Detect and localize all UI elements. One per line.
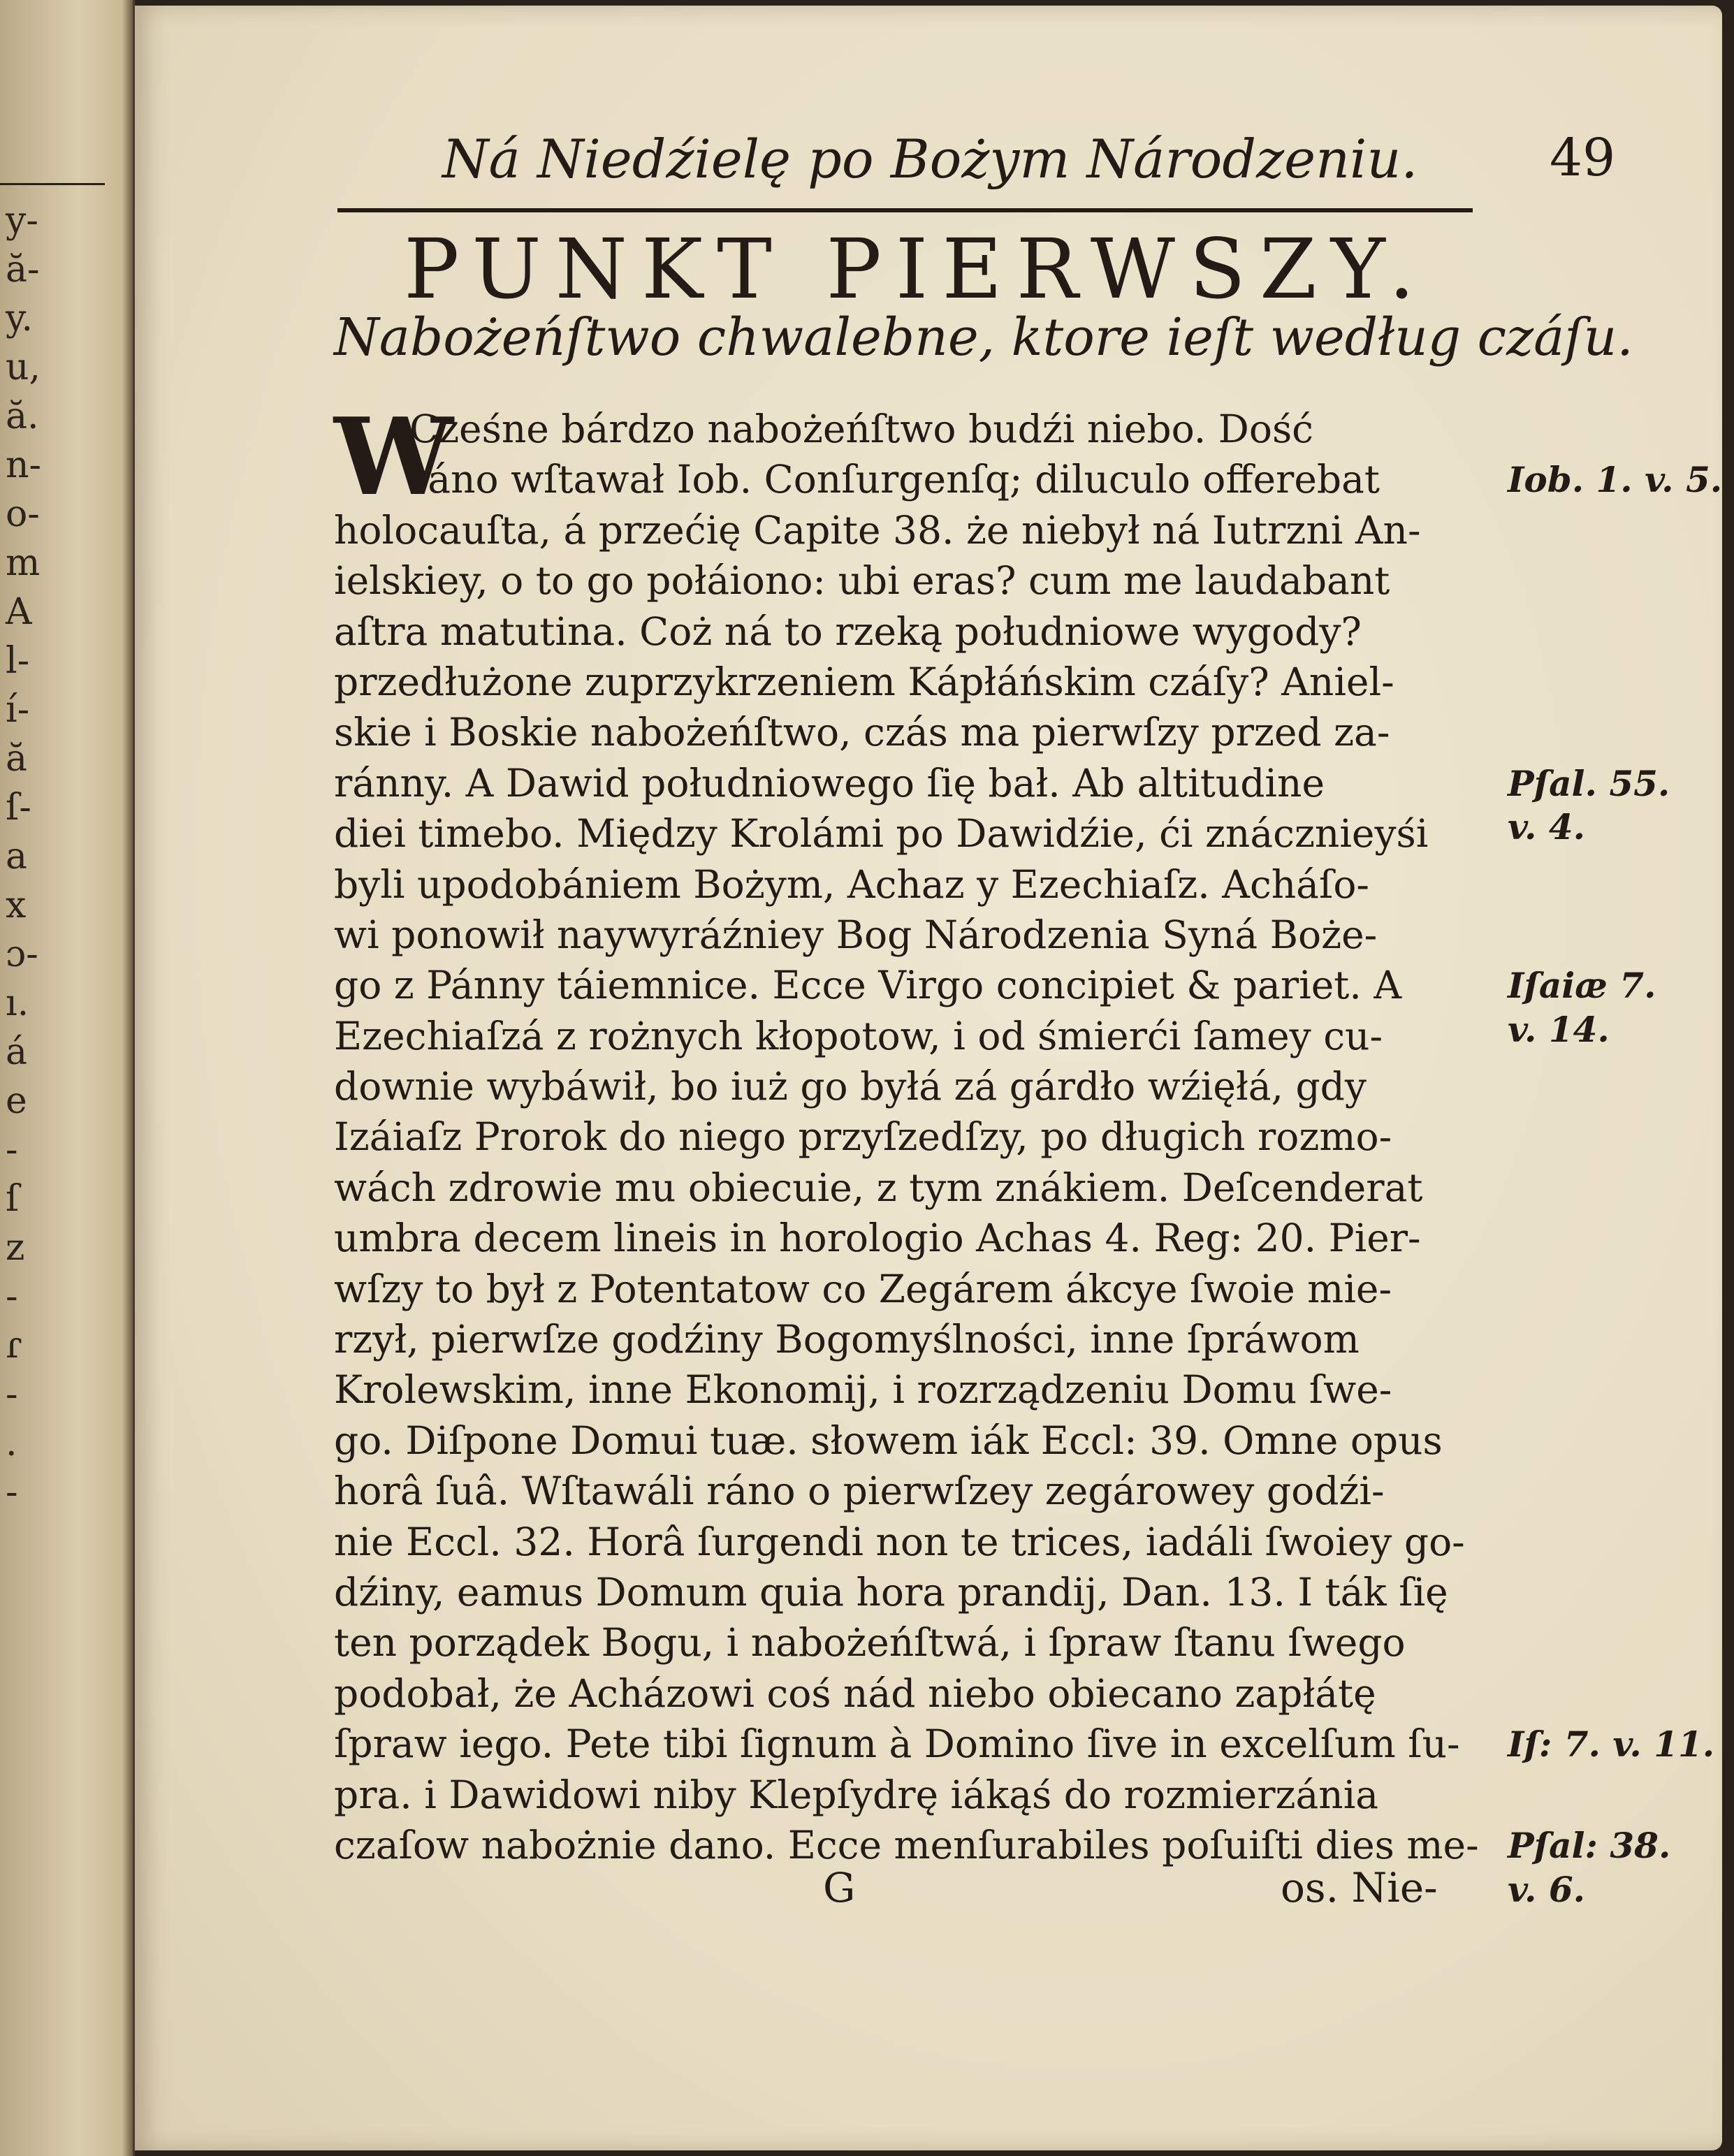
facing-page-fragment: ſ-	[6, 787, 31, 829]
text-line: przedłużone zuprzykrzeniem Kápłáńskim czáſy? Aniel-	[334, 659, 1394, 704]
text-line: pra. i Dawidowi niby Klepſydrę iákąś do rozmierzánia	[334, 1772, 1379, 1817]
text-line: downie wybáwił, bo iuż go byłá zá gárdło wźięłá, gdy	[334, 1064, 1367, 1109]
facing-page-fragment: -	[6, 1374, 18, 1415]
facing-page-fragment: -	[6, 1276, 18, 1318]
text-line: horâ ſuâ. Wſtawáli ráno o pierwſzey zegárowey godźi-	[334, 1469, 1385, 1514]
text-line: ſpraw iego. Pete tibi ſignum à Domino ſive in excelſum ſu-	[334, 1721, 1460, 1767]
text-line: Izáiaſz Prorok do niego przyſzedſzy, po długich rozmo-	[334, 1114, 1392, 1160]
section-title: PUNKT PIERWSZY.	[404, 221, 1429, 317]
facing-page-fragment: m	[6, 542, 41, 584]
facing-page-fragment: o-	[6, 493, 40, 535]
facing-page-fragment: ă-	[6, 249, 40, 291]
facing-page-fragment: ı.	[6, 982, 29, 1024]
text-line: Krolewskim, inne Ekonomij, i rozrządzeniu Domu ſwe-	[334, 1367, 1392, 1413]
text-line: Cześne bárdzo nabożeńſtwo budźi niebo. Dość	[409, 407, 1313, 451]
facing-page-fragment: l-	[6, 640, 30, 682]
marginal-note: Iſ: 7. v. 11.	[1508, 1724, 1715, 1765]
text-line: aſtra matutina. Coż ná to rzeką południowe wygody?	[334, 609, 1362, 654]
text-line: wſzy to był z Potentatow co Zegárem ákcye ſwoie mie-	[334, 1266, 1392, 1311]
text-line: ten porządek Bogu, i nabożeńſtwá, i ſpraw ſtanu ſwego	[334, 1620, 1406, 1666]
facing-page-fragment: x	[6, 884, 27, 926]
text-line: go. Diſpone Domui tuæ. słowem iák Eccl: 39. Omne opus	[334, 1418, 1443, 1463]
facing-page-fragment: .	[6, 1422, 17, 1464]
facing-page-edge	[0, 0, 135, 2156]
facing-page-fragment: A	[6, 591, 32, 633]
signature-mark: G	[823, 1864, 856, 1911]
facing-page-fragment: u,	[6, 347, 41, 388]
running-title: Ná Niedźielę po Bożym Národzeniu.	[442, 128, 1418, 190]
facing-page-rule	[0, 183, 105, 185]
facing-page-fragment: z	[6, 1227, 25, 1269]
text-line: ráno wſtawał Iob. Conſurgenſq; diluculo offerebat	[409, 457, 1380, 502]
body-text	[334, 394, 1487, 1870]
facing-page-fragment: y-	[6, 200, 38, 242]
marginal-note: Iſaiæ 7. v. 14.	[1508, 965, 1656, 1050]
header-rule	[337, 208, 1473, 212]
text-line: nie Eccl. 32. Horâ ſurgendi non te trices, iadáli ſwoiey go-	[334, 1519, 1465, 1564]
page-number: 49	[1550, 128, 1616, 188]
facing-page-fragment: á	[6, 1031, 28, 1073]
facing-page-fragment: -	[6, 1471, 18, 1513]
facing-page-fragment: ă.	[6, 395, 39, 437]
facing-page-fragment: í-	[6, 689, 30, 731]
text-line: rzył, pierwſze godźiny Bogomyślności, inne ſpráwom	[334, 1317, 1360, 1362]
book-page	[135, 6, 1722, 2150]
facing-page-fragment: y.	[6, 298, 33, 340]
text-line: ránny. A Dawid południowego ſię bał. Ab altitudine	[334, 760, 1325, 806]
facing-page-fragment: ă	[6, 738, 28, 780]
facing-page-fragment: ɔ-	[6, 933, 38, 975]
text-line: wách zdrowie mu obiecuie, z tym znákiem. Deſcenderat	[334, 1165, 1423, 1210]
text-line: czaſow nabożnie dano. Ecce menſurabiles poſuiſti dies me-	[334, 1822, 1479, 1867]
text-line: umbra decem lineis in horologio Achas 4. Reg: 20. Pier-	[334, 1216, 1421, 1261]
text-line: Ezechiaſzá z rożnych kłopotow, i od śmierći ſamey cu-	[334, 1013, 1383, 1058]
text-line: skie i Boskie nabożeńſtwo, czás ma pierwſzy przed za-	[334, 710, 1390, 755]
text-line: holocauſta, á przećię Capite 38. że niebył ná Iutrzni An-	[334, 507, 1421, 553]
facing-page-fragment: a	[6, 836, 28, 877]
facing-page-fragment: ɾ	[6, 1325, 22, 1367]
text-line: byli upodobániem Bożym, Achaz y Ezechiaſz. Acháſo-	[334, 861, 1370, 907]
facing-page-fragment: n-	[6, 444, 42, 486]
marginal-note: Pſal: 38. v. 6.	[1508, 1825, 1671, 1910]
marginal-note: Iob. 1. v. 5.	[1508, 459, 1723, 501]
catchword: os. Nie-	[1281, 1864, 1438, 1911]
drop-cap: W	[334, 394, 453, 519]
text-line: podobał, że Acházowi coś nád niebo obiecano zapłátę	[334, 1670, 1376, 1716]
marginal-note: Pſal. 55. v. 4.	[1508, 762, 1670, 848]
facing-page-fragment: ſ	[6, 1178, 20, 1220]
facing-page-fragment: e	[6, 1080, 27, 1122]
text-line: dźiny, eamus Domum quia hora prandij, Dan. 13. I ták ſię	[334, 1569, 1448, 1615]
facing-page-fragment: -	[6, 1129, 18, 1171]
text-line: ielskiey, o to go połáiono: ubi eras? cum me laudabant	[334, 558, 1390, 604]
text-line: diei timebo. Między Krolámi po Dawidźie, ći znácznieyśi	[334, 811, 1429, 857]
text-line: wi ponowił naywyráźniey Bog Národzenia Syná Boże-	[334, 912, 1378, 957]
section-subtitle: Nabożeńſtwo chwalebne, ktore ieſt według czáſu.	[334, 307, 1633, 367]
text-line: go z Pánny táiemnice. Ecce Virgo concipiet & pariet. A	[334, 963, 1402, 1008]
